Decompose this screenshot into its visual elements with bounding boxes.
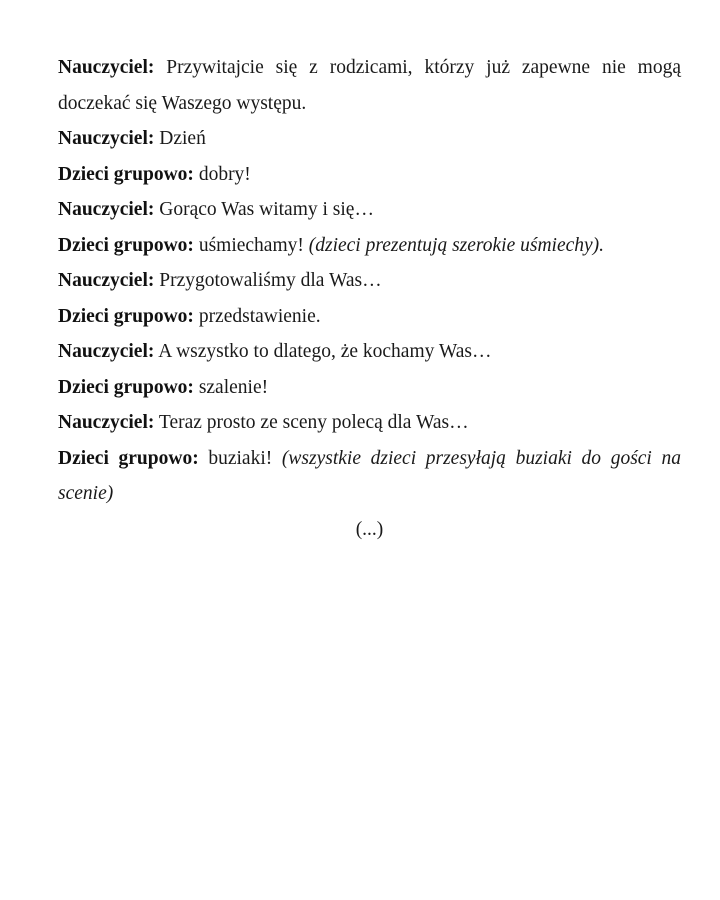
dialogue-text: Gorąco Was witamy i się… xyxy=(154,199,374,220)
speaker-label: Dzieci grupowo: xyxy=(58,163,194,185)
dialogue-text: przedstawienie. xyxy=(193,305,321,327)
dialogue-line xyxy=(58,228,681,264)
dialogue-text: szalenie! xyxy=(193,376,269,398)
stage-direction: (wszystkie dzieci przesyłają buziaki do gości na scenie) xyxy=(58,447,682,504)
dialogue-text: A wszystko to dlatego, że kochamy Was… xyxy=(154,341,492,362)
dialogue-text: Przywitajcie się z rodzicami, którzy już zapewne nie mogą doczekać się Waszego występu. xyxy=(58,57,681,114)
stage-direction: (dzieci prezentują szerokie uśmiechy). xyxy=(308,234,605,256)
speaker-label: Dzieci grupowo: xyxy=(58,234,194,256)
speaker-label: Nauczyciel: xyxy=(58,57,155,78)
dialogue-line xyxy=(58,334,681,370)
dialogue-text: Przygotowaliśmy dla Was… xyxy=(154,270,382,291)
dialogue-text: buziaki! xyxy=(198,447,282,469)
speaker-label: Nauczyciel: xyxy=(58,412,155,433)
dialogue-text: Teraz prosto ze sceny polecą dla Was… xyxy=(154,412,469,433)
continuation-marker: (...) xyxy=(355,518,384,540)
dialogue-text: Dzień xyxy=(154,128,206,149)
speaker-label: Dzieci grupowo: xyxy=(58,376,194,398)
speaker-label: Nauczyciel: xyxy=(58,128,155,149)
dialogue-line xyxy=(58,157,681,193)
dialogue-line xyxy=(58,370,681,406)
speaker-label: Nauczyciel: xyxy=(58,341,155,362)
speaker-label: Dzieci grupowo: xyxy=(58,447,199,469)
dialogue-text: dobry! xyxy=(193,163,251,185)
dialogue-text: uśmiechamy! xyxy=(193,234,309,256)
dialogue-line xyxy=(58,263,681,299)
dialogue-line xyxy=(58,441,681,512)
dialogue-line xyxy=(58,50,681,121)
speaker-label: Nauczyciel: xyxy=(58,199,155,220)
dialogue-line xyxy=(58,299,681,335)
dialogue-line xyxy=(58,405,681,441)
dialogue-line xyxy=(58,121,681,157)
dialogue-line xyxy=(58,192,681,228)
script-page xyxy=(58,50,681,547)
speaker-label: Nauczyciel: xyxy=(58,270,155,291)
speaker-label: Dzieci grupowo: xyxy=(58,305,194,327)
